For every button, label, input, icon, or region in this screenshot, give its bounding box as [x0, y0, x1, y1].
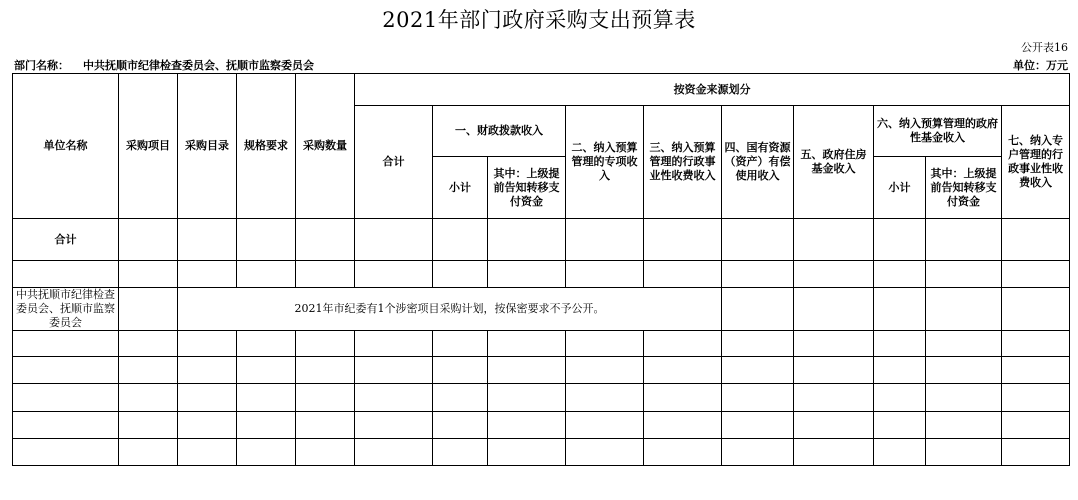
- table-cell: [296, 219, 355, 261]
- table-cell: [926, 384, 1002, 412]
- header-purchase-catalog: 采购目录: [178, 74, 237, 219]
- table-cell: [1002, 219, 1070, 261]
- table-cell: [926, 331, 1002, 357]
- table-cell: [1002, 331, 1070, 357]
- table-cell: [874, 288, 926, 331]
- table-row-total: [13, 219, 1070, 261]
- header-budget-admin-fee: 三、纳入预算管理的行政事业性收费收入: [644, 106, 722, 219]
- department-value: 中共抚顺市纪律检查委员会、抚顺市监察委员会: [83, 59, 314, 72]
- table-cell: [566, 412, 644, 439]
- table-cell: [488, 384, 566, 412]
- table-cell: [355, 219, 433, 261]
- table-cell: [926, 412, 1002, 439]
- department-label: 部门名称：: [14, 59, 69, 72]
- table-cell: [566, 384, 644, 412]
- table-cell: [13, 357, 119, 384]
- table-cell: [874, 219, 926, 261]
- table-cell: [296, 384, 355, 412]
- table-cell: [237, 384, 296, 412]
- table-cell: [722, 384, 794, 412]
- table-cell: [566, 331, 644, 357]
- header-quantity: 采购数量: [296, 74, 355, 219]
- table-cell: [433, 261, 488, 288]
- table-cell: [926, 357, 1002, 384]
- table-cell: [644, 357, 722, 384]
- table-cell: [644, 384, 722, 412]
- table-cell: [178, 261, 237, 288]
- table-cell: [794, 439, 874, 466]
- table-cell: [433, 439, 488, 466]
- table-cell: [178, 439, 237, 466]
- table-row: [13, 439, 1070, 466]
- table-cell: [13, 439, 119, 466]
- table-cell: [566, 261, 644, 288]
- table-cell: [722, 331, 794, 357]
- table-cell: [1002, 288, 1070, 331]
- table-cell: [119, 288, 178, 331]
- table-cell: [237, 357, 296, 384]
- form-number: 公开表16: [1021, 41, 1068, 54]
- header-gov-fund-of-which: 其中：上级提前告知转移支付资金: [926, 157, 1002, 219]
- table-cell: [355, 261, 433, 288]
- table-cell: [722, 261, 794, 288]
- table-cell: [433, 384, 488, 412]
- table-cell: [237, 412, 296, 439]
- unit-label: 单位：万元: [1013, 59, 1068, 72]
- table-cell: [722, 439, 794, 466]
- table-cell: [488, 439, 566, 466]
- table-cell: [1002, 261, 1070, 288]
- confidential-note: 2021年市纪委有1个涉密项目采购计划，按保密要求不予公开。: [178, 288, 722, 331]
- department-line: [14, 57, 314, 73]
- table-cell: [119, 219, 178, 261]
- table-cell: [1002, 357, 1070, 384]
- table-cell: [794, 331, 874, 357]
- table-cell: [874, 384, 926, 412]
- table-cell: [355, 439, 433, 466]
- table-cell: [296, 331, 355, 357]
- unit-name-cell: 中共抚顺市纪律检查委员会、抚顺市监察委员会: [13, 288, 119, 331]
- table-cell: [296, 261, 355, 288]
- table-cell: [237, 331, 296, 357]
- table-cell: [794, 288, 874, 331]
- header-spec: 规格要求: [237, 74, 296, 219]
- table-cell: [874, 357, 926, 384]
- procurement-budget-table: [12, 73, 1070, 466]
- header-special-account-fee: 七、纳入专户管理的行政事业性收费收入: [1002, 106, 1070, 219]
- header-total: 合计: [355, 106, 433, 219]
- table-cell: [566, 219, 644, 261]
- table-cell: [355, 384, 433, 412]
- table-cell: [794, 261, 874, 288]
- table-cell: [355, 331, 433, 357]
- table-cell: [874, 261, 926, 288]
- table-cell: [178, 219, 237, 261]
- table-cell: [794, 219, 874, 261]
- table-cell: [794, 357, 874, 384]
- table-cell: [644, 439, 722, 466]
- table-cell: [926, 288, 1002, 331]
- table-cell: [119, 384, 178, 412]
- table-cell: [178, 412, 237, 439]
- table-cell: [926, 261, 1002, 288]
- table-cell: [178, 331, 237, 357]
- table-cell: [433, 412, 488, 439]
- table-row: [13, 384, 1070, 412]
- table-cell: [1002, 412, 1070, 439]
- header-fiscal-of-which: 其中：上级提前告知转移支付资金: [488, 157, 566, 219]
- table-cell: [926, 439, 1002, 466]
- table-row: [13, 261, 1070, 288]
- table-cell: [433, 331, 488, 357]
- table-cell: [1002, 439, 1070, 466]
- table-cell: [874, 412, 926, 439]
- page-title: 2021年部门政府采购支出预算表: [382, 8, 696, 32]
- table-cell: [119, 331, 178, 357]
- table-cell: [237, 439, 296, 466]
- table-row: [13, 412, 1070, 439]
- table-cell: [119, 261, 178, 288]
- table-cell: [119, 439, 178, 466]
- header-gov-fund: 六、纳入预算管理的政府性基金收入: [874, 106, 1002, 157]
- table-row: [13, 331, 1070, 357]
- table-cell: [433, 219, 488, 261]
- header-housing-fund: 五、政府住房基金收入: [794, 106, 874, 219]
- header-purchase-item: 采购项目: [119, 74, 178, 219]
- table-cell: [722, 219, 794, 261]
- table-cell: [794, 384, 874, 412]
- table-cell: [178, 357, 237, 384]
- table-cell: [13, 384, 119, 412]
- table-cell: [355, 412, 433, 439]
- table-cell: [119, 357, 178, 384]
- table-cell: [13, 412, 119, 439]
- table-cell: [874, 439, 926, 466]
- total-row-label: 合计: [13, 219, 119, 261]
- table-cell: [722, 412, 794, 439]
- table-cell: [488, 331, 566, 357]
- table-cell: [644, 219, 722, 261]
- table-cell: [926, 219, 1002, 261]
- table-cell: [178, 384, 237, 412]
- header-unit-name: 单位名称: [13, 74, 119, 219]
- table-cell: [296, 439, 355, 466]
- table-cell: [794, 412, 874, 439]
- table-cell: [296, 412, 355, 439]
- table-cell: [237, 261, 296, 288]
- table-cell: [644, 331, 722, 357]
- table-cell: [296, 357, 355, 384]
- table-cell: [488, 412, 566, 439]
- header-budget-special: 二、纳入预算管理的专项收入: [566, 106, 644, 219]
- table-cell: [1002, 384, 1070, 412]
- table-cell: [433, 357, 488, 384]
- header-gov-fund-subtotal: 小计: [874, 157, 926, 219]
- table-cell: [722, 357, 794, 384]
- header-state-assets: 四、国有资源（资产）有偿使用收入: [722, 106, 794, 219]
- header-fiscal-subtotal: 小计: [433, 157, 488, 219]
- table-cell: [237, 219, 296, 261]
- table-row-unit: [13, 288, 1070, 331]
- table-cell: [566, 357, 644, 384]
- table-cell: [722, 288, 794, 331]
- table-cell: [119, 412, 178, 439]
- header-fiscal: 一、财政拨款收入: [433, 106, 566, 157]
- table-cell: [566, 439, 644, 466]
- table-cell: [874, 331, 926, 357]
- table-cell: [13, 331, 119, 357]
- header-by-source: 按资金来源划分: [355, 74, 1070, 106]
- table-cell: [644, 412, 722, 439]
- table-cell: [355, 357, 433, 384]
- table-cell: [488, 219, 566, 261]
- table-cell: [488, 261, 566, 288]
- table-row: [13, 357, 1070, 384]
- table-cell: [644, 261, 722, 288]
- table-cell: [13, 261, 119, 288]
- table-cell: [488, 357, 566, 384]
